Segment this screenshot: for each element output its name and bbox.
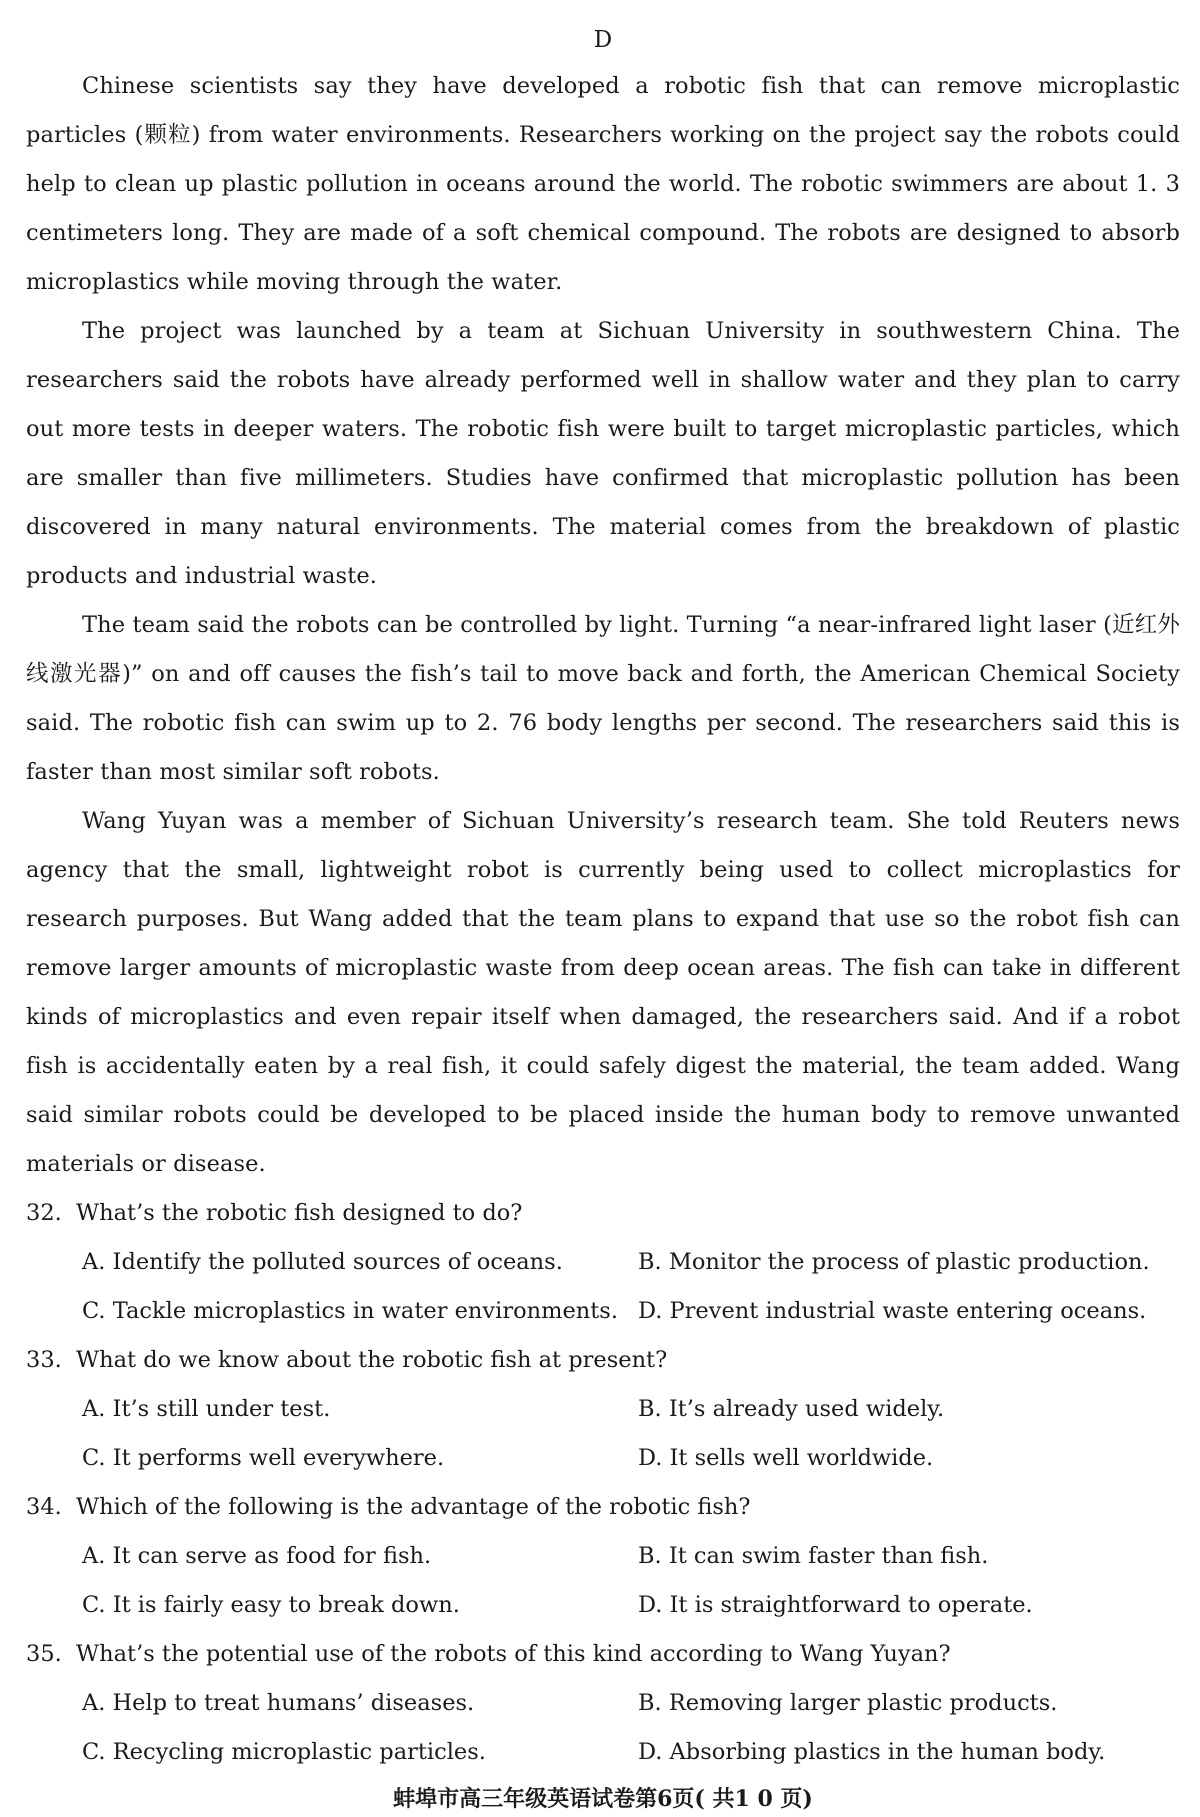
- option-c: C. It is fairly easy to break down.: [82, 1592, 460, 1618]
- question-text: What’s the robotic fish designed to do?: [76, 1200, 523, 1226]
- question-number: 32.: [26, 1200, 62, 1226]
- passage-paragraph-4: Wang Yuyan was a member of Sichuan University’s research team. She told Reuters news agency that the small, lightweight robot is currently being used to collect microplastics for research purposes. But Wang added that the team plans to expand that use so the robot fish can remove larger amounts of microplastic waste from deep ocean areas. The fish can take in different kinds of microplastics and even repair itself when damaged, the researchers said. And if a robot fish is accidentally eaten by a real fish, it could safely digest the material, the team added. Wang said similar robots could be developed to be placed inside the human body to remove unwanted materials or disease.: [26, 808, 1180, 1177]
- option-list: [26, 1238, 1180, 1336]
- question-number: 33.: [26, 1347, 62, 1373]
- option-d: D. Absorbing plastics in the human body.: [638, 1739, 1106, 1765]
- question-34: [26, 1483, 1180, 1630]
- section-letter: D: [593, 27, 613, 53]
- question-text: Which of the following is the advantage of the robotic fish?: [76, 1494, 751, 1520]
- question-stem: [26, 1630, 1180, 1679]
- question-number: 34.: [26, 1494, 62, 1520]
- option-c: C. Recycling microplastic particles.: [82, 1739, 486, 1765]
- question-stem: [26, 1189, 1180, 1238]
- option-d: D. It sells well worldwide.: [638, 1445, 934, 1471]
- option-b: B. Removing larger plastic products.: [638, 1690, 1058, 1716]
- question-number: 35.: [26, 1641, 62, 1667]
- option-a: A. Help to treat humans’ diseases.: [82, 1690, 475, 1716]
- option-list: [26, 1679, 1180, 1777]
- option-a: A. Identify the polluted sources of oceans.: [82, 1249, 563, 1275]
- question-stem: [26, 1336, 1180, 1385]
- passage-paragraph-2: The project was launched by a team at Sichuan University in southwestern China. The researchers said the robots have already performed well in shallow water and they plan to carry out more tests in deeper waters. The robotic fish were built to target microplastic particles, which are smaller than five millimeters. Studies have confirmed that microplastic pollution has been discovered in many natural environments. The material comes from the breakdown of plastic products and industrial waste.: [26, 318, 1180, 589]
- option-list: [26, 1532, 1180, 1630]
- option-list: [26, 1385, 1180, 1483]
- question-35: [26, 1630, 1180, 1777]
- option-c: C. Tackle microplastics in water environments.: [82, 1298, 618, 1324]
- question-32: [26, 1189, 1180, 1336]
- option-c: C. It performs well everywhere.: [82, 1445, 445, 1471]
- option-a: A. It can serve as food for fish.: [82, 1543, 432, 1569]
- question-33: [26, 1336, 1180, 1483]
- question-text: What do we know about the robotic fish at present?: [76, 1347, 668, 1373]
- page-footer: 蚌埠市高三年级英语试卷第6页( 共1 0 页): [393, 1786, 813, 1812]
- option-b: B. It can swim faster than fish.: [638, 1543, 989, 1569]
- option-d: D. Prevent industrial waste entering oceans.: [638, 1298, 1147, 1324]
- option-d: D. It is straightforward to operate.: [638, 1592, 1033, 1618]
- option-b: B. It’s already used widely.: [638, 1396, 945, 1422]
- question-text: What’s the potential use of the robots of this kind according to Wang Yuyan?: [76, 1641, 951, 1667]
- option-b: B. Monitor the process of plastic production.: [638, 1249, 1150, 1275]
- passage-paragraph-3: The team said the robots can be controlled by light. Turning “a near-infrared light laser (近红外线激光器)” on and off causes the fish’s tail to move back and forth, the American Chemical Society said. The robotic fish can swim up to 2. 76 body lengths per second. The researchers said this is faster than most similar soft robots.: [26, 612, 1180, 785]
- option-a: A. It’s still under test.: [82, 1396, 331, 1422]
- question-stem: [26, 1483, 1180, 1532]
- passage-paragraph-1: Chinese scientists say they have developed a robotic fish that can remove microplastic particles (颗粒) from water environments. Researchers working on the project say the robots could help to clean up plastic pollution in oceans around the world. The robotic swimmers are about 1. 3 centimeters long. They are made of a soft chemical compound. The robots are designed to absorb microplastics while moving through the water.: [26, 73, 1180, 295]
